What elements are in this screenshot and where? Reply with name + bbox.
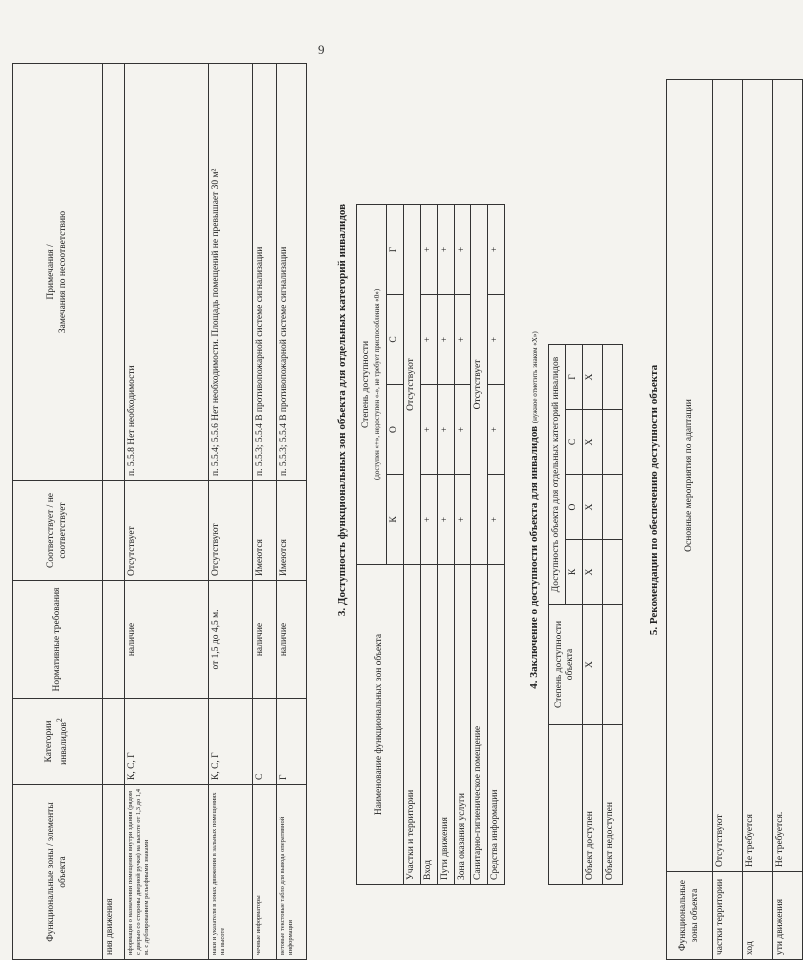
table-row: Средства информации + + + +	[488, 204, 505, 884]
recommendations-table	[666, 79, 803, 960]
requirements-table	[12, 63, 307, 960]
header-categories: Категории инвалидов$^2$	[13, 699, 103, 785]
header-zone: Функциональные зоны объекта	[667, 872, 713, 960]
header-measures: Основные мероприятия по адаптации	[667, 80, 713, 872]
section-row-label: ния движения	[103, 785, 125, 960]
section5-title: 5. Рекомендации по обеспечению доступности объекта	[648, 364, 660, 636]
table-row: нформация о назначении помещения внутри здания (рядом с дверью со стороны дверной ручки) на высоте от 1,3 до 1,4 м. с дублированием рельефными знаками К, С, Г наличие Отсутствует п. 5.5.8 Нет необходимости	[125, 64, 209, 960]
table-row: Вход + + + +	[420, 204, 437, 884]
header-zone: Функциональные зоны / элементы объекта	[13, 785, 103, 960]
page-number: 9	[318, 42, 325, 57]
header-object-degree: Степень доступности объекта	[549, 605, 583, 725]
table-row: Санитарно-гигиеническое помещение Отсутствует	[471, 204, 488, 884]
table-row: Зона оказания услуги + + + +	[454, 204, 471, 884]
table-row: Объект доступен Х Х Х Х Х	[582, 345, 602, 885]
table-row: ути движения Не требуется.	[773, 80, 803, 960]
table-row: ход Не требуется	[743, 80, 773, 960]
table-row: частки территории Отсутствуют	[713, 80, 743, 960]
section3-title: 3. Доступность функциональных зон объекта для отдельных категорий инвалидов	[336, 203, 348, 617]
table-row: наки и указатели в зонах движения в зальных помещениях на высоте К, С, Г от 1,5 до 4,5 м. Отсутствуют п. 5.5.4; 5.5.6 Нет необходимости. Площадь помещений не превышает 30 м²	[209, 64, 253, 960]
table-row: Объект недоступен	[602, 345, 622, 885]
header-zone-name: Наименование функциональных зон объекта	[357, 565, 404, 885]
zones-accessibility-table: Наименование функциональных зон объекта Степень доступности (доступен «+», недоступен «-», не требует приспособления «0») К О С Г Участки и территории Отсутствуют Вход + + + + Пути движения + + + + Зона оказания услуги + + + + Санитарно-гигиеническое помещение Отсутствует Средства информации + + + +	[356, 204, 505, 885]
section4-title: 4. Заключение о доступности объекта для инвалидов (нужное отметить знаком «Х»)	[528, 331, 540, 689]
table-row: Участки и территории Отсутствуют	[403, 204, 420, 884]
header-category-access: Доступность объекта для отдельных категорий инвалидов	[549, 345, 566, 605]
table-row: ветовые текстовые табло для вывода оперативной информации Г наличие Имеются п. 5.5.3; 5.5.4 В противопожарной системе сигнализации	[277, 64, 307, 960]
header-notes: Примечания / Замечания по несоответствию	[13, 64, 103, 481]
conclusion-table: Степень доступности объекта Доступность объекта для отдельных категорий инвалидов К О С Г Объект доступен Х Х Х Х Х Объект недоступен	[548, 344, 623, 885]
header-normative: Нормативные требования	[13, 581, 103, 699]
header-compliance: Соответствует / не соответствует	[13, 481, 103, 581]
header-degree: Степень доступности (доступен «+», недоступен «-», не требует приспособления «0»)	[357, 204, 387, 564]
table-row: Пути движения + + + +	[437, 204, 454, 884]
table-row: чечные информаторы С наличие Имеются п. 5.5.3; 5.5.4 В противопожарной системе сигнализации	[253, 64, 277, 960]
